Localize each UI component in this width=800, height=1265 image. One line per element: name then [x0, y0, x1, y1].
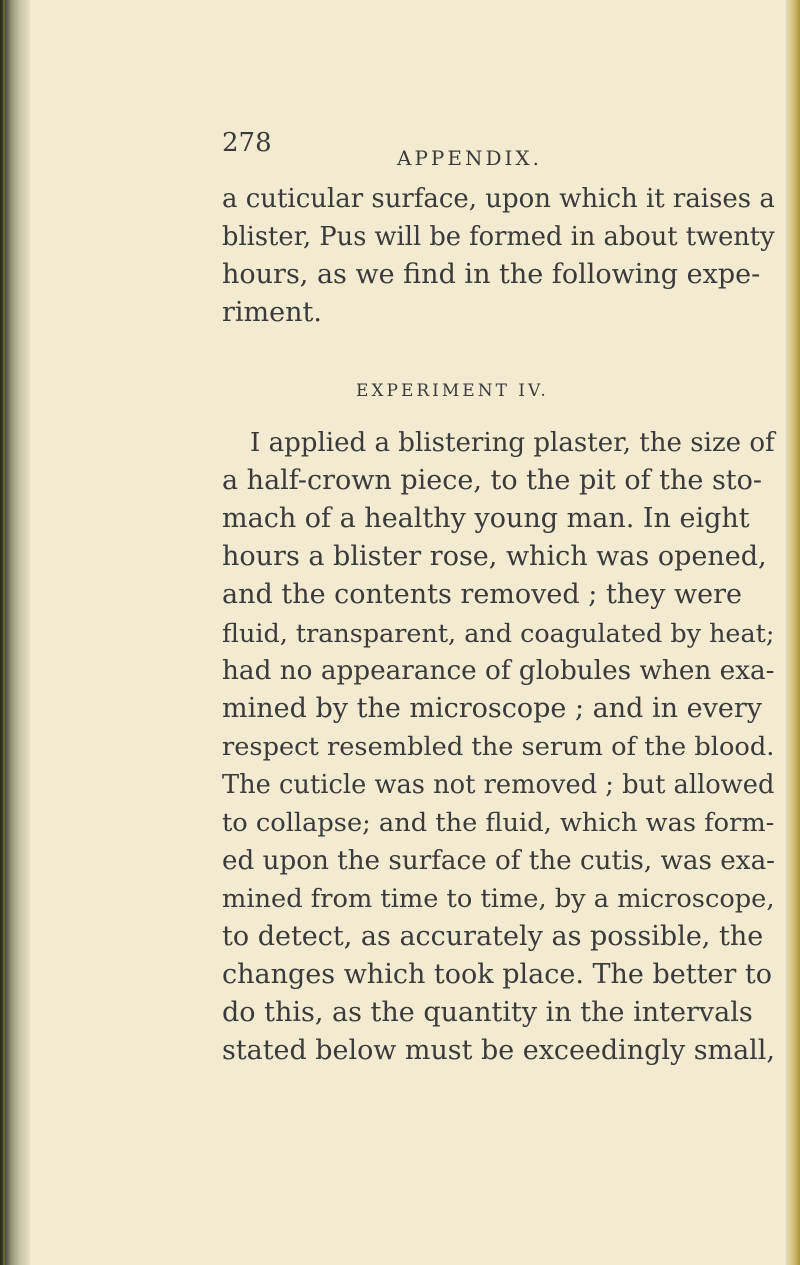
- para2-line-5: and the contents removed ; they were: [222, 579, 742, 610]
- para2-line-13: mined from time to time, by a microscope,: [222, 884, 775, 914]
- para2-line-3: mach of a healthy young man. In eight: [222, 503, 750, 534]
- para2-line-17: stated below must be exceedingly small,: [222, 1035, 775, 1066]
- para2-line-1: I applied a blistering plaster, the size of: [250, 428, 775, 458]
- para2-line-2: a half-crown piece, to the pit of the sto-: [222, 465, 763, 496]
- para2-line-15: changes which took place. The better to: [222, 959, 773, 990]
- para2-line-10: The cuticle was not removed ; but allowed: [222, 770, 775, 800]
- para2-line-4: hours a blister rose, which was opened,: [222, 541, 767, 572]
- section-heading: EXPERIMENT IV.: [356, 381, 549, 401]
- para2-line-16: do this, as the quantity in the intervals: [222, 997, 753, 1028]
- page-number: 278: [222, 128, 272, 158]
- para2-line-14: to detect, as accurately as possible, the: [222, 921, 764, 952]
- para2-line-11: to collapse; and the fluid, which was form-: [222, 808, 775, 838]
- para1-line-2: blister, Pus will be formed in about twenty: [222, 222, 775, 252]
- para1-line-4: riment.: [222, 297, 322, 328]
- running-title: APPENDIX.: [397, 146, 542, 170]
- para2-line-12: ed upon the surface of the cutis, was exa-: [222, 846, 776, 876]
- page-right-edge: [786, 0, 800, 1265]
- para2-line-8: mined by the microscope ; and in every: [222, 693, 762, 724]
- para2-line-6: fluid, transparent, and coagulated by heat;: [222, 618, 775, 648]
- gutter-line: [3, 0, 5, 1265]
- para1-line-3: hours, as we find in the following expe-: [222, 259, 761, 290]
- para2-line-9: respect resembled the serum of the blood.: [222, 732, 775, 762]
- para1-line-1: a cuticular surface, upon which it raises a: [222, 184, 775, 214]
- para2-line-7: had no appearance of globules when exa-: [222, 656, 775, 686]
